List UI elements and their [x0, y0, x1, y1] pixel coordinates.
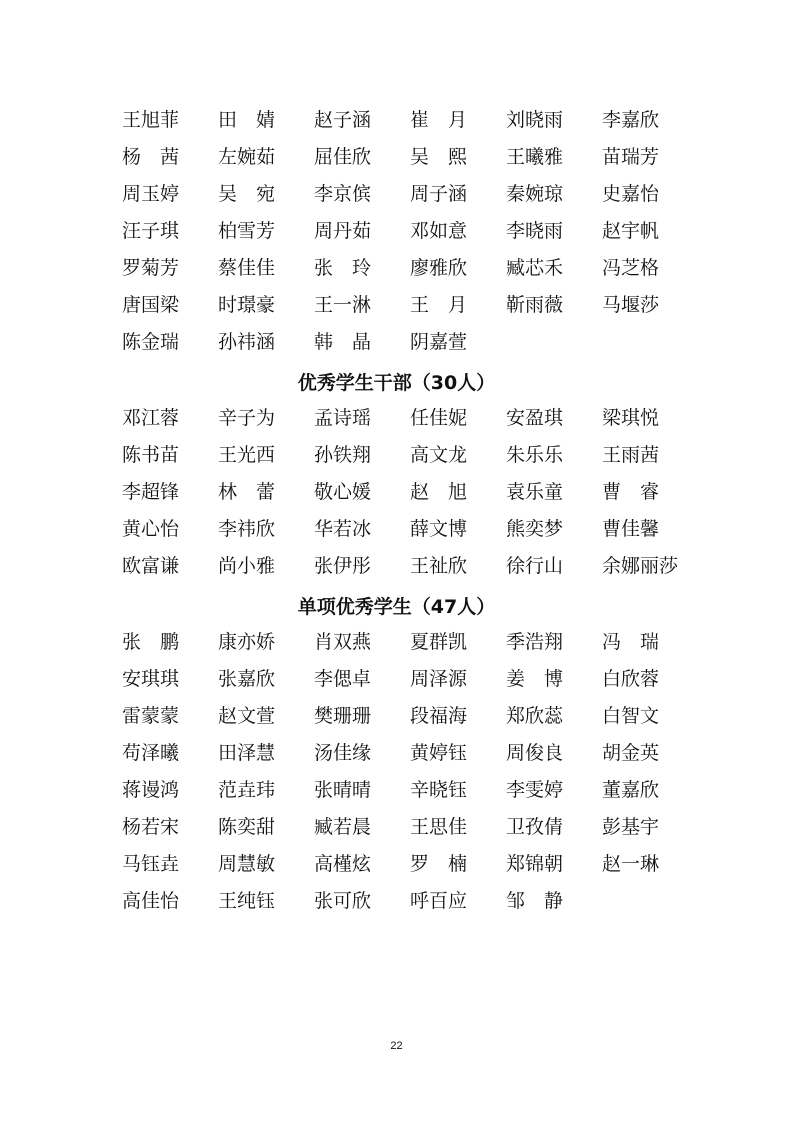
- person-name: 周慧敏: [218, 853, 276, 875]
- person-name: 白智文: [602, 705, 660, 727]
- person-name: 苗瑞芳: [602, 146, 660, 168]
- person-name: 李祎欣: [218, 518, 276, 540]
- person-name: 陈金瑞: [122, 331, 180, 353]
- person-name: 王纯钰: [218, 890, 276, 912]
- person-name: 周玉婷: [122, 183, 180, 205]
- name-list-awardees: [122, 100, 722, 359]
- person-name: 冯芝格: [602, 257, 660, 279]
- person-name: 樊珊珊: [314, 705, 372, 727]
- person-name: 马钰垚: [122, 853, 180, 875]
- person-name: 赵一琳: [602, 853, 660, 875]
- name-row: [122, 733, 722, 770]
- person-name: 朱乐乐: [506, 444, 564, 466]
- section-heading-outstanding-cadres: 优秀学生干部（30人）: [297, 372, 496, 394]
- name-row: [122, 509, 722, 546]
- name-row: [122, 211, 722, 248]
- person-name: 杨 茜: [122, 146, 180, 168]
- name-row: [122, 844, 722, 881]
- person-name: 柏雪芳: [218, 220, 276, 242]
- person-name: 高佳怡: [122, 890, 180, 912]
- person-name: 张嘉欣: [218, 668, 276, 690]
- person-name: 张 玲: [314, 257, 372, 279]
- person-name: 张晴晴: [314, 779, 372, 801]
- person-name: 姜 博: [506, 668, 564, 690]
- person-name: 辛晓钰: [410, 779, 468, 801]
- person-name: 邓江蓉: [122, 407, 180, 429]
- person-name: 王曦雅: [506, 146, 564, 168]
- person-name: 王一淋: [314, 294, 372, 316]
- person-name: 安琪琪: [122, 668, 180, 690]
- person-name: 王思佳: [410, 816, 468, 838]
- person-name: 安盈琪: [506, 407, 564, 429]
- person-name: 孙祎涵: [218, 331, 276, 353]
- person-name: 王祉欣: [410, 555, 468, 577]
- person-name: 曹 睿: [602, 481, 660, 503]
- person-name: 韩 晶: [314, 331, 372, 353]
- person-name: 熊奕梦: [506, 518, 564, 540]
- person-name: 时璟豪: [218, 294, 276, 316]
- name-row: [122, 435, 722, 472]
- name-row: [122, 696, 722, 733]
- person-name: 段福海: [410, 705, 468, 727]
- person-name: 薛文博: [410, 518, 468, 540]
- person-name: 蔡佳佳: [218, 257, 276, 279]
- name-row: [122, 137, 722, 174]
- person-name: 张伊彤: [314, 555, 372, 577]
- person-name: 张可欣: [314, 890, 372, 912]
- person-name: 华若冰: [314, 518, 372, 540]
- person-name: 李京傧: [314, 183, 372, 205]
- person-name: 黄婷钰: [410, 742, 468, 764]
- name-row: [122, 285, 722, 322]
- person-name: 吴 熙: [410, 146, 468, 168]
- person-name: 李超锋: [122, 481, 180, 503]
- person-name: 秦婉琼: [506, 183, 564, 205]
- person-name: 臧若晨: [314, 816, 372, 838]
- person-name: 屈佳欣: [314, 146, 372, 168]
- person-name: 臧芯禾: [506, 257, 564, 279]
- name-row: [122, 100, 722, 137]
- person-name: 周丹茹: [314, 220, 372, 242]
- name-list-outstanding-cadres: [122, 398, 722, 583]
- person-name: 范垚玮: [218, 779, 276, 801]
- person-name: 肖双燕: [314, 631, 372, 653]
- name-row: [122, 622, 722, 659]
- person-name: 马堰莎: [602, 294, 660, 316]
- person-name: 高文龙: [410, 444, 468, 466]
- person-name: 孟诗瑶: [314, 407, 372, 429]
- name-row: [122, 322, 722, 359]
- person-name: 杨若宋: [122, 816, 180, 838]
- name-row: [122, 546, 722, 583]
- person-name: 康亦娇: [218, 631, 276, 653]
- person-name: 廖雅欣: [410, 257, 468, 279]
- person-name: 邓如意: [410, 220, 468, 242]
- name-row: [122, 770, 722, 807]
- person-name: 赵子涵: [314, 109, 372, 131]
- person-name: 张 鹏: [122, 631, 180, 653]
- person-name: 白欣蓉: [602, 668, 660, 690]
- name-row: [122, 248, 722, 285]
- person-name: 郑锦朝: [506, 853, 564, 875]
- person-name: 李雯婷: [506, 779, 564, 801]
- person-name: 靳雨薇: [506, 294, 564, 316]
- person-name: 田泽慧: [218, 742, 276, 764]
- person-name: 尚小雅: [218, 555, 276, 577]
- person-name: 周泽源: [410, 668, 468, 690]
- person-name: 冯 瑞: [602, 631, 660, 653]
- person-name: 史嘉怡: [602, 183, 660, 205]
- person-name: 汤佳缘: [314, 742, 372, 764]
- person-name: 王 月: [410, 294, 468, 316]
- person-name: 袁乐童: [506, 481, 564, 503]
- person-name: 欧富谦: [122, 555, 180, 577]
- person-name: 雷蒙蒙: [122, 705, 180, 727]
- person-name: 陈奕甜: [218, 816, 276, 838]
- person-name: 李偲卓: [314, 668, 372, 690]
- person-name: 郑欣蕊: [506, 705, 564, 727]
- person-name: 王光西: [218, 444, 276, 466]
- person-name: 高槿炫: [314, 853, 372, 875]
- person-name: 蒋谩鸿: [122, 779, 180, 801]
- person-name: 李晓雨: [506, 220, 564, 242]
- page-number: 22: [390, 1040, 403, 1052]
- person-name: 吴 宛: [218, 183, 276, 205]
- person-name: 田 婧: [218, 109, 276, 131]
- name-row: [122, 398, 722, 435]
- person-name: 辛子为: [218, 407, 276, 429]
- section-heading-individual-excellence: 单项优秀学生（47人）: [297, 596, 496, 618]
- person-name: 苟泽曦: [122, 742, 180, 764]
- person-name: 梁琪悦: [602, 407, 660, 429]
- person-name: 季浩翔: [506, 631, 564, 653]
- person-name: 任佳妮: [410, 407, 468, 429]
- person-name: 王旭菲: [122, 109, 180, 131]
- person-name: 董嘉欣: [602, 779, 660, 801]
- name-list-individual-excellence: [122, 622, 722, 918]
- person-name: 赵宇帆: [602, 220, 660, 242]
- person-name: 罗 楠: [410, 853, 468, 875]
- person-name: 左婉茹: [218, 146, 276, 168]
- person-name: 王雨茜: [602, 444, 660, 466]
- person-name: 崔 月: [410, 109, 468, 131]
- person-name: 李嘉欣: [602, 109, 660, 131]
- person-name: 汪子琪: [122, 220, 180, 242]
- person-name: 夏群凯: [410, 631, 468, 653]
- person-name: 周俊良: [506, 742, 564, 764]
- name-row: [122, 807, 722, 844]
- name-row: [122, 174, 722, 211]
- person-name: 阴嘉萱: [410, 331, 468, 353]
- person-name: 曹佳馨: [602, 518, 660, 540]
- person-name: 余娜丽莎: [602, 555, 679, 577]
- person-name: 林 蕾: [218, 481, 276, 503]
- person-name: 徐行山: [506, 555, 564, 577]
- person-name: 彭基宇: [602, 816, 660, 838]
- person-name: 黄心怡: [122, 518, 180, 540]
- person-name: 陈书苗: [122, 444, 180, 466]
- person-name: 敬心媛: [314, 481, 372, 503]
- person-name: 胡金英: [602, 742, 660, 764]
- person-name: 邹 静: [506, 890, 564, 912]
- person-name: 赵 旭: [410, 481, 468, 503]
- person-name: 孙铁翔: [314, 444, 372, 466]
- person-name: 唐国梁: [122, 294, 180, 316]
- name-row: [122, 659, 722, 696]
- person-name: 呼百应: [410, 890, 468, 912]
- person-name: 卫孜倩: [506, 816, 564, 838]
- person-name: 周子涵: [410, 183, 468, 205]
- name-row: [122, 881, 722, 918]
- name-row: [122, 472, 722, 509]
- person-name: 罗菊芳: [122, 257, 180, 279]
- person-name: 赵文萱: [218, 705, 276, 727]
- person-name: 刘晓雨: [506, 109, 564, 131]
